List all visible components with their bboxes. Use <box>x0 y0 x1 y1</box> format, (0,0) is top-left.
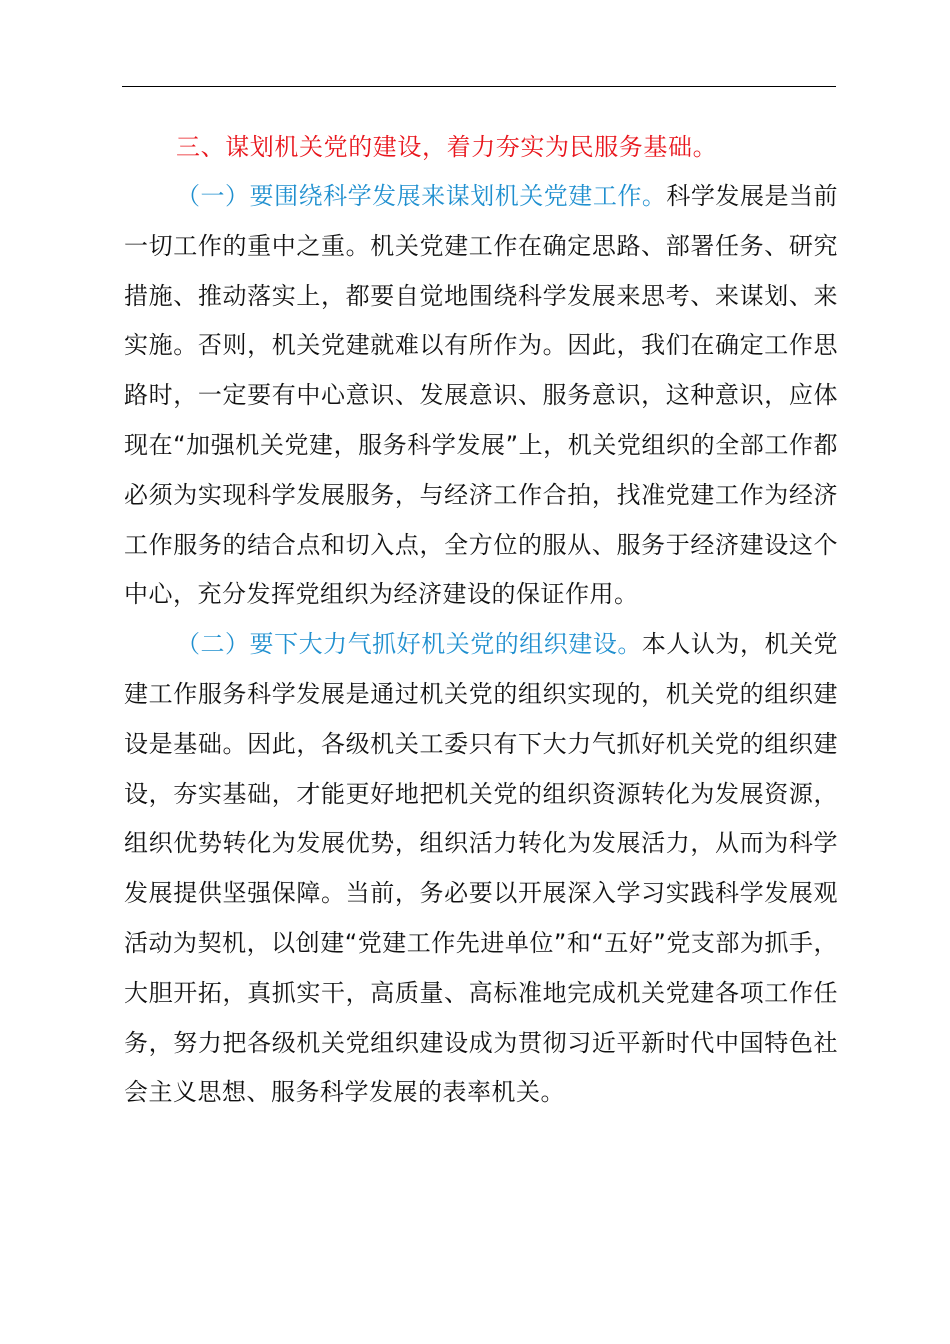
section-heading: 三、谋划机关党的建设，着力夯实为民服务基础。 <box>176 133 718 161</box>
paragraph-2-subheading: （二）要下大力气抓好机关党的组织建设。 <box>176 630 642 659</box>
paragraph-1-subheading: （一）要围绕科学发展来谋划机关党建工作。 <box>176 182 667 210</box>
paragraph-2-body: 本人认为，机关党建工作服务科学发展是通过机关党的组织实现的，机关党的组织建设是基础。因此，各级机关工委只有下大力气抓好机关党的组织建设，夯实基础，才能更好地把机关党的组织资源转化为发展资源，组织优势转化为发展优势，组织活力转化为发展活力，从而为科学发展提供坚强保障。当前，务必要以开展深入学习实践科学发展观活动为契机，以创建“党建工作先进单位”和“五好”党支部为抓手，大胆开拓，真抓实干，高质量、高标准地完成机关党建各项工作任务，努力把各级机关党组织建设成为贯彻习近平新时代中国特色社会主义思想、服务科学发展的表率机关。 <box>124 630 839 1107</box>
paragraph-2 <box>124 620 838 1118</box>
paragraph-1 <box>124 172 838 620</box>
document-body <box>124 122 838 1118</box>
header-rule <box>122 86 836 87</box>
paragraph-1-body: 科学发展是当前一切工作的重中之重。机关党建工作在确定思路、部署任务、研究措施、推动落实上，都要自觉地围绕科学发展来思考、来谋划、来实施。否则，机关党建就难以有所作为。因此，我们在确定工作思路时，一定要有中心意识、发展意识、服务意识，这种意识，应体现在“加强机关党建，服务科学发展”上，机关党组织的全部工作都必须为实现科学发展服务，与经济工作合拍，找准党建工作为经济工作服务的结合点和切入点，全方位的服从、服务于经济建设这个中心，充分发挥党组织为经济建设的保证作用。 <box>124 182 839 609</box>
